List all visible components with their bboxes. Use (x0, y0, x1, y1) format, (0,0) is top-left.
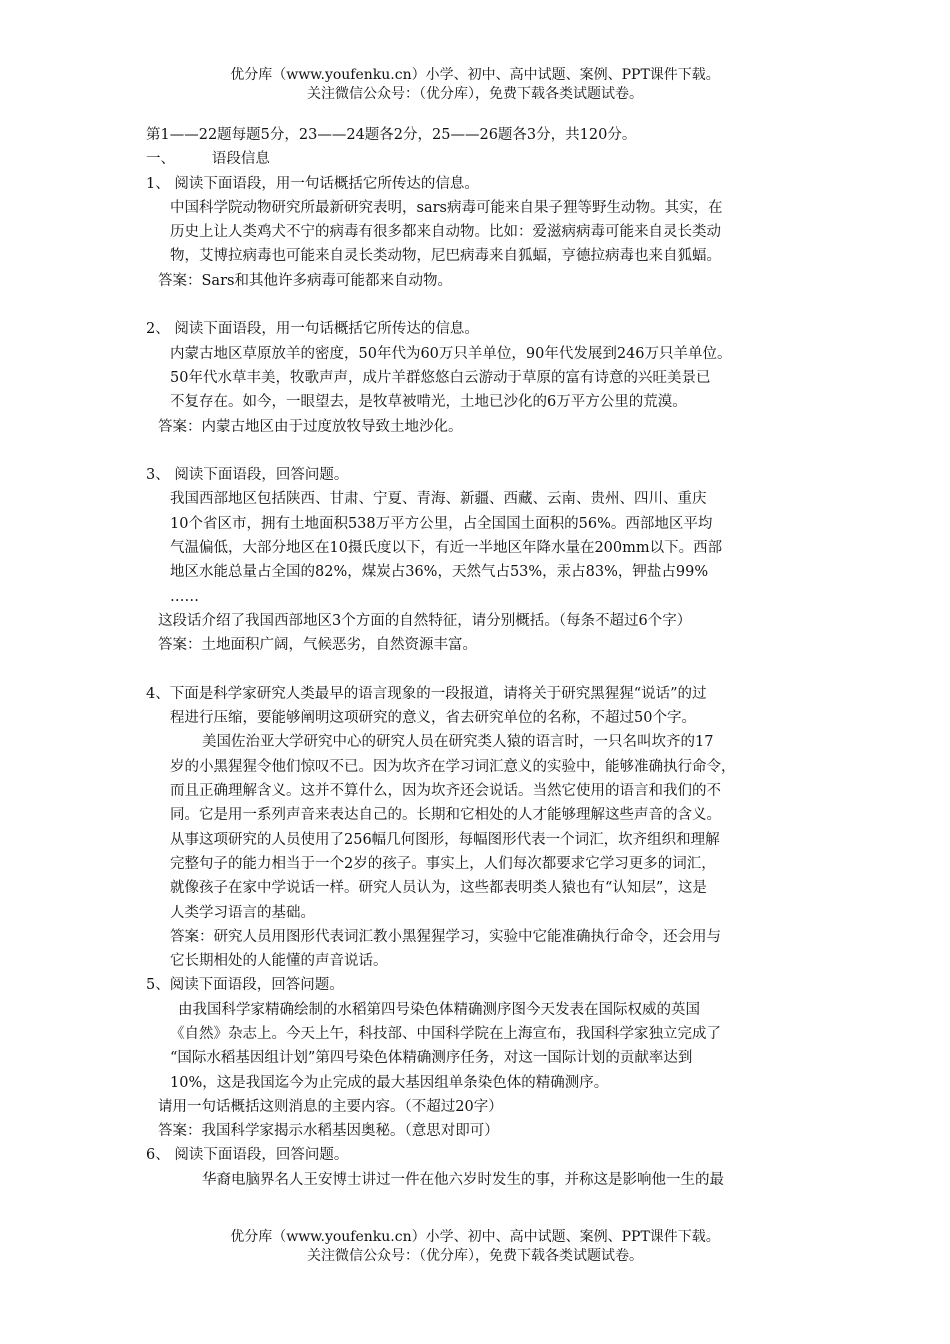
question-5-answer: 答案：我国科学家揭示水稻基因奥秘。（意思对即可） (158, 1123, 499, 1140)
question-4-text: 美国佐治亚大学研究中心的研究人员在研究类人猿的语言时，一只名叫坎齐的17 (202, 734, 714, 751)
question-4-title: 4、下面是科学家研究人类最早的语言现象的一段报道，请将关于研究黑猩猩“说话”的过 (146, 685, 707, 702)
question-3-text: 10个省区市，拥有土地面积538万平方公里，占全国国土面积的56%。西部地区平均 (170, 515, 713, 532)
question-2-text: 内蒙古地区草原放羊的密度，50年代为60万只羊单位，90年代发展到246万只羊单位。 (170, 345, 732, 362)
header-line-1: 优分库（www.youfenku.cn）小学、初中、高中试题、案例、PPT课件下载。 (230, 67, 720, 83)
question-4-text: 岁的小黑猩猩令他们惊叹不已。因为坎齐在学习词汇意义的实验中，能够准确执行命令， (170, 758, 736, 775)
question-1-text: 中国科学院动物研究所最新研究表明，sars病毒可能来自果子狸等野生动物。其实，在 (170, 199, 723, 216)
question-4-text: 就像孩子在家中学说话一样。研究人员认为，这些都表明类人猿也有“认知层”，这是 (170, 880, 707, 897)
question-5-text: 由我国科学家精确绘制的水稻第四号染色体精确测序图今天发表在国际权威的英国 (178, 1001, 700, 1018)
question-4-text: 人类学习语言的基础。 (170, 904, 315, 921)
question-1-text: 历史上让人类鸡犬不宁的病毒有很多都来自动物。比如：爱滋病病毒可能来自灵长类动 (170, 224, 721, 241)
question-4-answer-cont: 它长期相处的人能懂的声音说话。 (170, 953, 388, 970)
spacer (146, 293, 818, 317)
question-3-text: 气温偏低，大部分地区在10摄氏度以下，有近一半地区年降水量在200mm以下。西部 (170, 540, 723, 557)
spacer (146, 658, 818, 682)
question-3-title: 3、 阅读下面语段，回答问题。 (146, 467, 349, 484)
question-5-prompt: 请用一句话概括这则消息的主要内容。（不超过20字） (158, 1098, 503, 1115)
question-5-text: 《自然》杂志上。今天上午，科技部、中国科学院在上海宣布，我国科学家独立完成了 (170, 1025, 721, 1042)
score-intro: 第1——22题每题5分，23——24题各2分，25——26题各3分，共120分。 (146, 127, 637, 143)
question-2-text: 不复存在。如今，一眼望去，是牧草被啃光，土地已沙化的6万平方公里的荒漠。 (170, 394, 687, 411)
header-line-2: 关注微信公众号：（优分库），免费下载各类试题试卷。 (307, 86, 643, 102)
question-3-answer: 答案：土地面积广阔，气候恶劣，自然资源丰富。 (158, 637, 477, 654)
question-4-text: 从事这项研究的人员使用了256幅几何图形，每幅图形代表一个词汇，坎齐组织和理解 (170, 831, 720, 848)
question-5-text: “国际水稻基因组计划”第四号染色体精确测序任务，对这一国际计划的贡献率达到 (170, 1050, 693, 1067)
question-6-title: 6、 阅读下面语段，回答问题。 (146, 1147, 349, 1164)
question-5-title: 5、阅读下面语段，回答问题。 (146, 977, 344, 994)
section-title: 一、 语段信息 (146, 151, 270, 168)
footer-line-1: 优分库（www.youfenku.cn）小学、初中、高中试题、案例、PPT课件下载。 (230, 1229, 720, 1245)
question-4-text: 而且正确理解含义。这并不算什么，因为坎齐还会说话。当然它使用的语言和我们的不 (170, 783, 721, 800)
question-2-answer: 答案：内蒙古地区由于过度放牧导致土地沙化。 (158, 418, 463, 435)
question-4-text: 完整句子的能力相当于一个2岁的孩子。事实上，人们每次都要求它学习更多的词汇， (170, 855, 716, 872)
spacer (146, 439, 818, 463)
question-1-title: 1、 阅读下面语段，用一句话概括它所传达的信息。 (146, 175, 479, 192)
question-2-title: 2、 阅读下面语段，用一句话概括它所传达的信息。 (146, 321, 479, 338)
question-4-answer: 答案：研究人员用图形代表词汇教小黑猩猩学习，实验中它能准确执行命令，还会用与 (170, 928, 721, 945)
question-4-title-cont: 程进行压缩，要能够阐明这项研究的意义，省去研究单位的名称，不超过50个字。 (170, 710, 696, 727)
question-3-text: …… (170, 588, 199, 605)
page-footer (0, 1228, 950, 1266)
question-6-text: 华裔电脑界名人王安博士讲过一件在他六岁时发生的事，并称这是影响他一生的最 (202, 1171, 724, 1188)
footer-line-2: 关注微信公众号：（优分库），免费下载各类试题试卷。 (307, 1248, 643, 1264)
question-1-answer: 答案：Sars和其他许多病毒可能都来自动物。 (158, 272, 452, 289)
question-4-text: 同。它是用一系列声音来表达自己的。长期和它相处的人才能够理解这些声音的含义。 (170, 807, 721, 824)
question-5-text: 10%，这是我国迄今为止完成的最大基因组单条染色体的精确测序。 (170, 1074, 609, 1091)
question-3-text: 我国西部地区包括陕西、甘肃、宁夏、青海、新疆、西藏、云南、贵州、四川、重庆 (170, 491, 707, 508)
document-body (146, 123, 818, 1192)
page-header (0, 66, 950, 104)
question-1-text: 物，艾博拉病毒也可能来自灵长类动物，尼巴病毒来自狐蝠，亨德拉病毒也来自狐蝠。 (170, 248, 721, 265)
question-3-text: 地区水能总量占全国的82%，煤炭占36%，天然气占53%，汞占83%，钾盐占99% (170, 564, 709, 581)
question-3-prompt: 这段话介绍了我国西部地区3个方面的自然特征，请分别概括。（每条不超过6个字） (158, 612, 692, 629)
question-2-text: 50年代水草丰美，牧歌声声，成片羊群悠悠白云游动于草原的富有诗意的兴旺美景已 (170, 369, 711, 386)
